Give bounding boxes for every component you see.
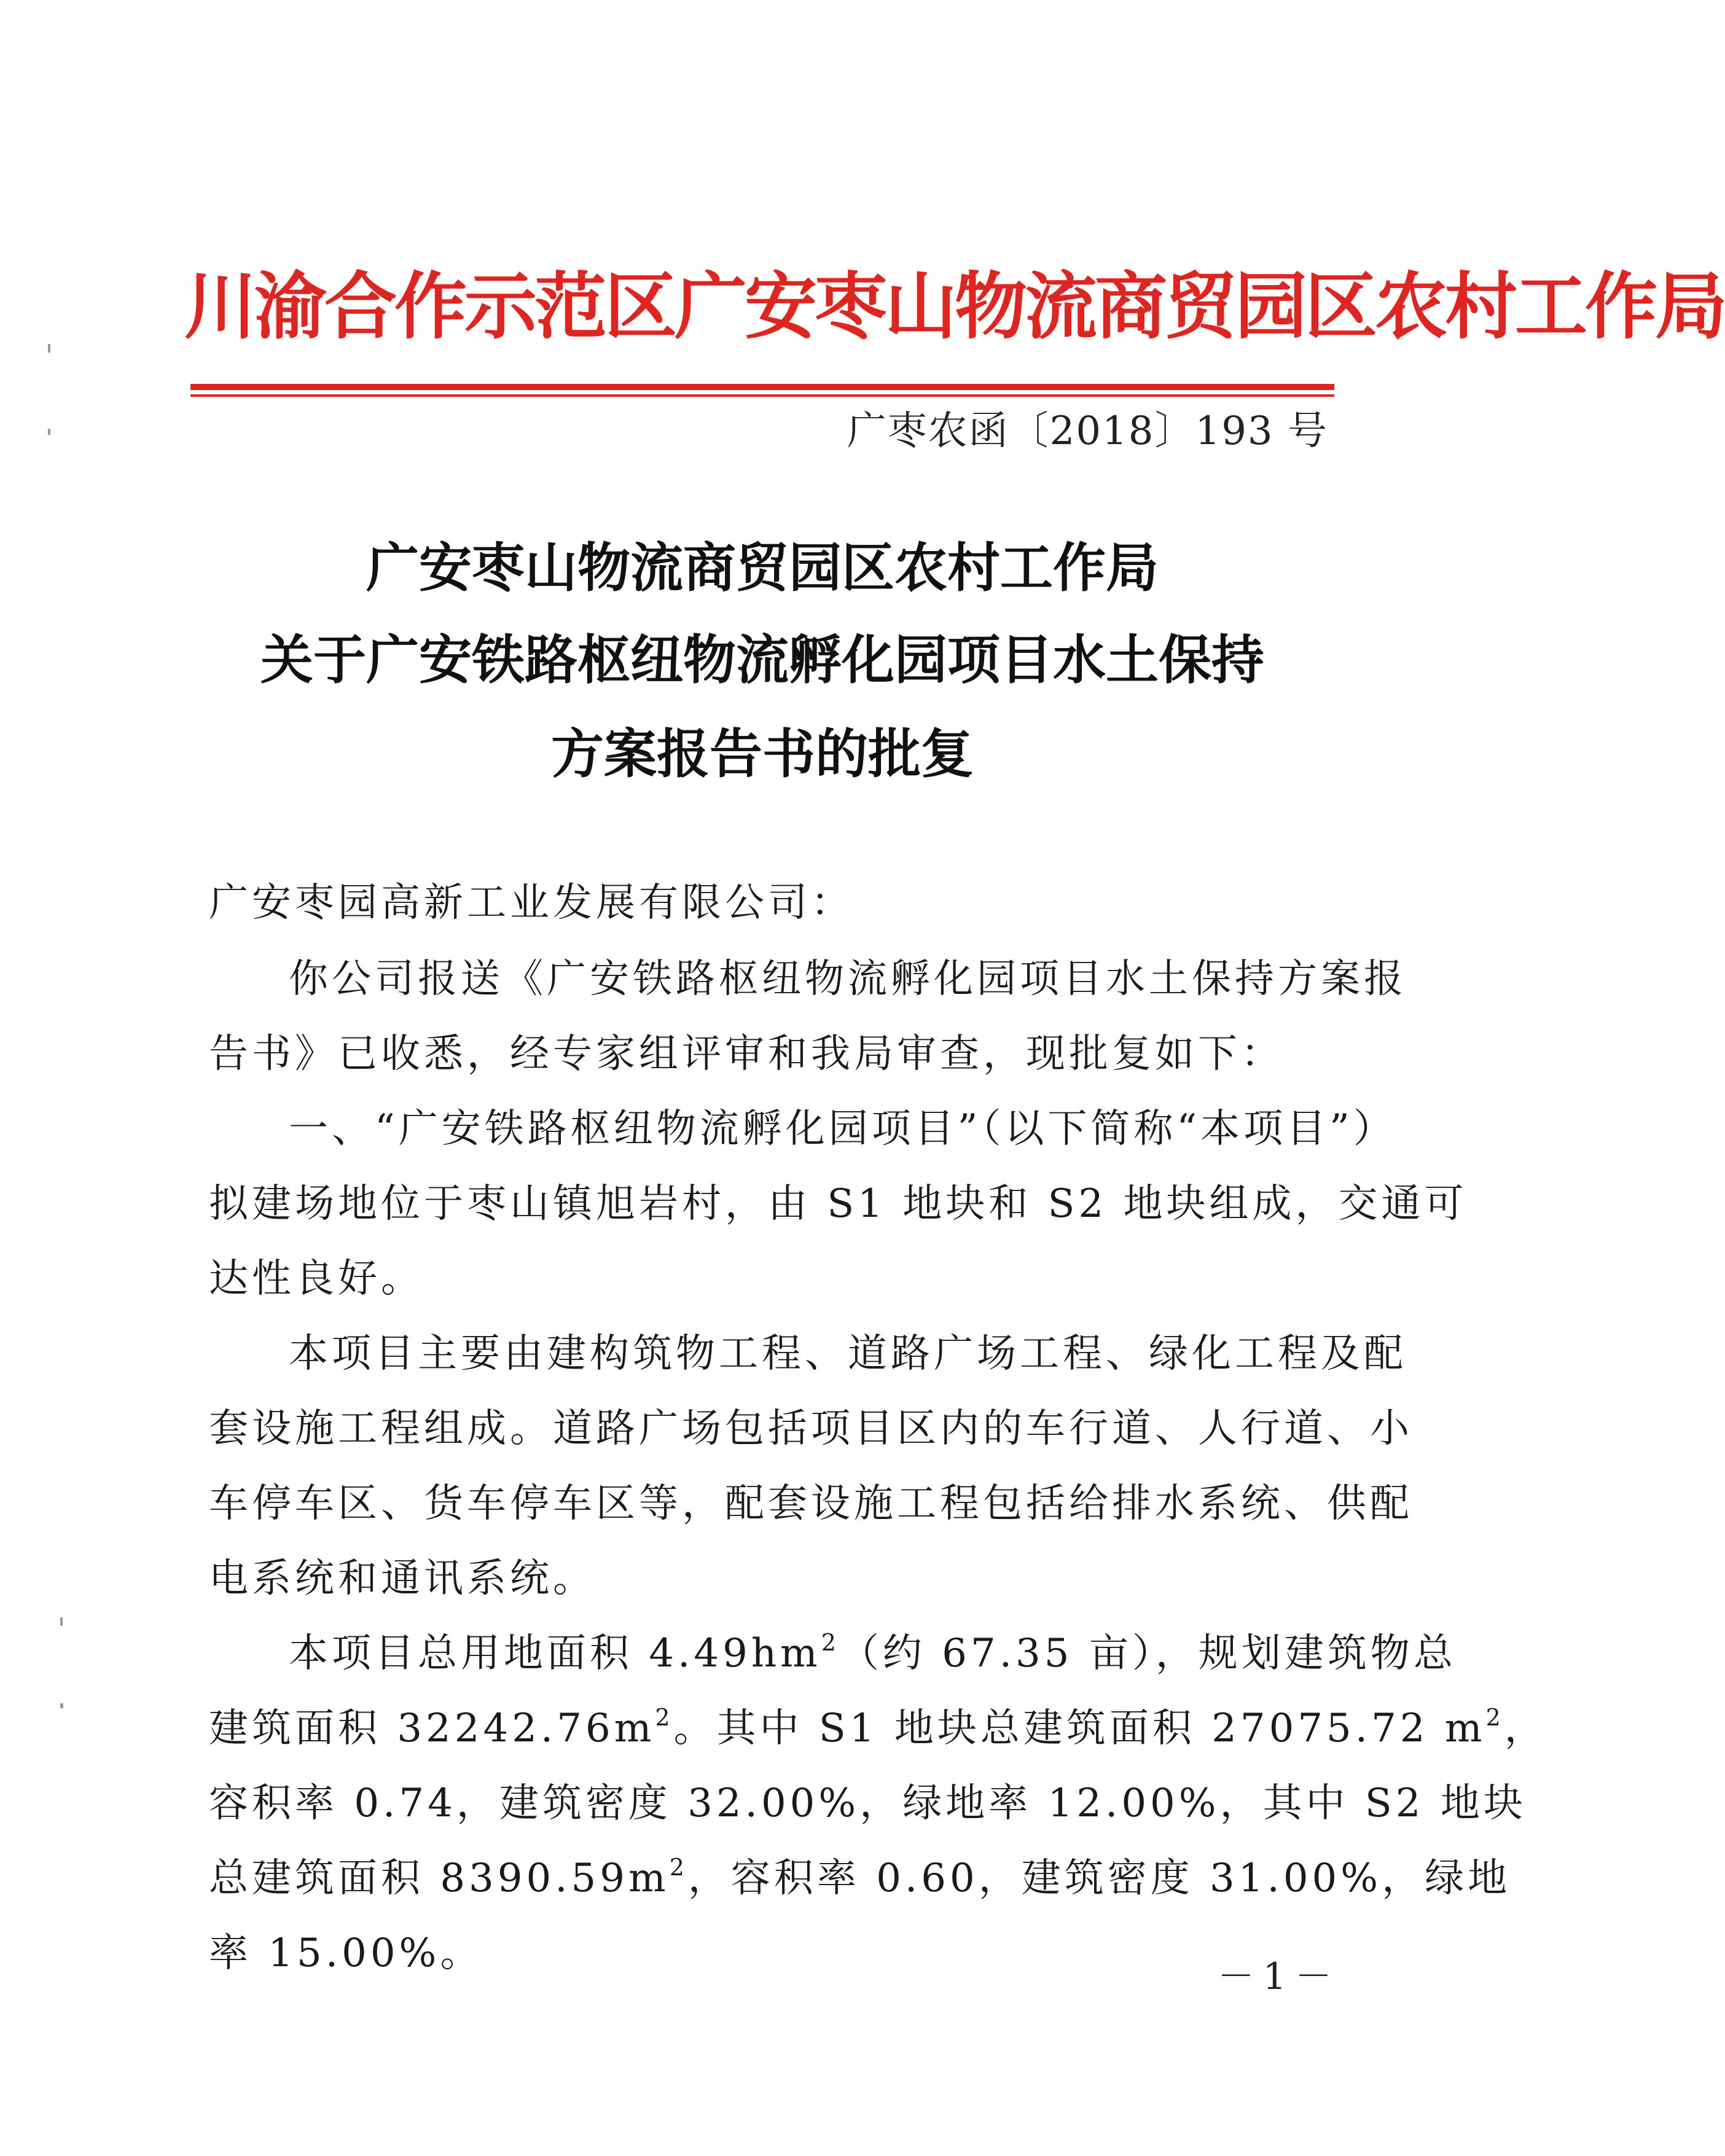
superscript: 2 [821, 1629, 840, 1656]
superscript: 2 [669, 1854, 688, 1881]
body-text-line: 拟建场地位于枣山镇旭岩村，由 S1 地块和 S2 地块组成，交通可 [209, 1181, 1468, 1227]
issuing-organization: 川渝合作示范区广安枣山物流商贸园区农村工作局 [184, 264, 1725, 349]
red-divider-thick [190, 384, 1334, 390]
body-text-line: 你公司报送《广安铁路枢纽物流孵化园项目水土保持方案报 [289, 956, 1407, 1002]
body-text-line: 电系统和通讯系统。 [209, 1556, 596, 1601]
body-text-line [209, 1704, 1547, 1751]
scan-mark [48, 429, 50, 435]
page-number: －1－ [1217, 1955, 1340, 1998]
body-text-line: 套设施工程组成。道路广场包括项目区内的车行道、人行道、小 [209, 1406, 1413, 1451]
red-divider-thin [190, 394, 1334, 397]
text-segment: 本项目总用地面积 4.49hm [289, 1631, 821, 1676]
document-number: 广枣农函〔2018〕193 号 [847, 408, 1328, 454]
body-text-line [289, 1629, 1457, 1676]
scan-mark [60, 1617, 63, 1626]
body-text-line: 告书》已收悉，经专家组评审和我局审查，现批复如下： [209, 1031, 1284, 1077]
salutation: 广安枣园高新工业发展有限公司： [209, 880, 854, 926]
document-title-line: 方案报告书的批复 [551, 724, 974, 785]
text-segment: ，容积率 0.60，建筑密度 31.00%，绿地 [687, 1856, 1511, 1901]
document-title-line: 广安枣山物流商贸园区农村工作局 [366, 537, 1159, 599]
text-segment: 总建筑面积 8390.59m [209, 1856, 670, 1901]
body-text-line: 达性良好。 [209, 1256, 424, 1302]
text-segment: 建筑面积 32242.76m [209, 1706, 655, 1751]
scan-mark [60, 1703, 63, 1708]
scan-mark [48, 344, 50, 353]
text-segment: ， [1504, 1706, 1547, 1751]
document-title-line: 关于广安铁路枢纽物流孵化园项目水土保持 [260, 630, 1264, 691]
body-text-line: 车停车区、货车停车区等，配套设施工程包括给排水系统、供配 [209, 1481, 1413, 1526]
body-text-line: 一、“广安铁路枢纽物流孵化园项目”（以下简称“本项目”） [289, 1106, 1396, 1152]
text-segment: 。其中 S1 地块总建筑面积 27075.72 m [673, 1706, 1486, 1751]
body-text-line: 容积率 0.74，建筑密度 32.00%，绿地率 12.00%，其中 S2 地块 [209, 1781, 1527, 1826]
superscript: 2 [1485, 1704, 1504, 1731]
superscript: 2 [655, 1704, 674, 1731]
body-text-line [209, 1854, 1511, 1901]
body-text-line: 本项目主要由建构筑物工程、道路广场工程、绿化工程及配 [289, 1331, 1407, 1377]
text-segment: （约 67.35 亩），规划建筑物总 [839, 1631, 1457, 1676]
body-text-line: 率 15.00%。 [209, 1931, 483, 1976]
